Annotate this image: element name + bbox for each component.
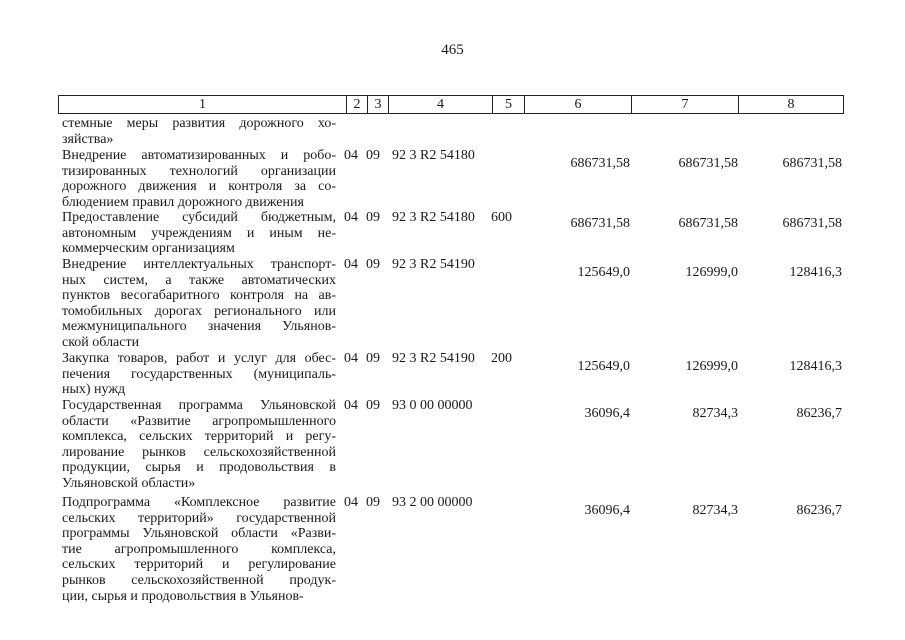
section-code: 04 — [344, 210, 358, 225]
target-article-code: 92 3 R2 54180 — [392, 148, 475, 163]
amount-col-6: 686731,58 — [570, 156, 630, 171]
row-description — [62, 398, 336, 492]
target-article-code: 93 0 00 00000 — [392, 398, 473, 413]
description-line: области «Развитие агропромышленного — [62, 413, 336, 429]
amount-col-7: 686731,58 — [678, 216, 738, 231]
page-number: 465 — [441, 42, 464, 58]
expense-type-code: 200 — [491, 351, 512, 366]
description-line: Предоставление субсидий бюджетным, — [62, 210, 336, 225]
description-line: продукции, сырья и продовольствия в — [62, 460, 336, 476]
section-code: 04 — [344, 495, 358, 510]
target-article-code: 92 3 R2 54190 — [392, 257, 475, 272]
section-code: 04 — [344, 257, 358, 272]
amount-col-8: 86236,7 — [796, 503, 842, 518]
description-line: дорожного движения и контроля за со- — [62, 179, 336, 195]
amount-col-8: 128416,3 — [789, 359, 842, 374]
amount-col-7: 126999,0 — [685, 265, 738, 280]
description-line: Ульяновской области» — [62, 475, 196, 491]
description-line: ных) нужд — [62, 382, 126, 398]
target-article-code: 92 3 R2 54180 — [392, 210, 475, 225]
description-line: рынков сельскохозяйственной продук- — [62, 572, 336, 588]
subsection-code: 09 — [366, 351, 380, 366]
description-line: коммерческим организациям — [62, 241, 235, 257]
row-description — [62, 495, 336, 604]
amount-col-7: 126999,0 — [685, 359, 738, 374]
header-col-3: 3 — [367, 96, 388, 113]
target-article-code: 93 2 00 00000 — [392, 495, 473, 510]
description-line: сельских территорий и регулирование — [62, 557, 336, 573]
amount-col-6: 36096,4 — [584, 406, 630, 421]
amount-col-8: 128416,3 — [789, 265, 842, 280]
subsection-code: 09 — [366, 257, 380, 272]
amount-col-8: 686731,58 — [782, 216, 842, 231]
amount-col-7: 82734,3 — [692, 503, 738, 518]
amount-col-6: 125649,0 — [577, 359, 630, 374]
amount-col-6: 686731,58 — [570, 216, 630, 231]
description-line: программы Ульяновской области «Разви- — [62, 526, 336, 542]
amount-col-6: 125649,0 — [577, 265, 630, 280]
header-col-4: 4 — [388, 96, 492, 113]
amount-col-7: 82734,3 — [692, 406, 738, 421]
row-description — [62, 257, 336, 351]
description-line: Внедрение автоматизированных и робо- — [62, 148, 336, 163]
amount-col-8: 686731,58 — [782, 156, 842, 171]
expense-type-code: 600 — [491, 210, 512, 225]
description-line: ных систем, а также автоматических — [62, 272, 336, 288]
subsection-code: 09 — [366, 398, 380, 413]
description-line: межмуниципального значения Ульянов- — [62, 319, 336, 335]
subsection-code: 09 — [366, 210, 380, 225]
description-line: комплекса, сельских территорий и регу- — [62, 429, 336, 445]
description-line: Внедрение интеллектуальных транспорт- — [62, 257, 336, 272]
section-code: 04 — [344, 398, 358, 413]
subsection-code: 09 — [366, 148, 380, 163]
description-line: блюдением правил дорожного движения — [62, 194, 304, 210]
section-code: 04 — [344, 351, 358, 366]
row-description — [62, 116, 336, 147]
description-line: Подпрограмма «Комплексное развитие — [62, 495, 336, 510]
description-line: стемные меры развития дорожного хо- — [62, 116, 336, 131]
amount-col-7: 686731,58 — [678, 156, 738, 171]
description-line: Государственная программа Ульяновской — [62, 398, 336, 413]
description-line: сельских территорий» государственной — [62, 510, 336, 526]
row-description — [62, 351, 336, 398]
table-header-row — [58, 95, 844, 114]
description-line: тизированных технологий организации — [62, 163, 336, 179]
section-code: 04 — [344, 148, 358, 163]
header-col-5: 5 — [492, 96, 524, 113]
description-line: лирование рынков сельскохозяйственной — [62, 444, 336, 460]
description-line: ской области — [62, 334, 140, 350]
subsection-code: 09 — [366, 495, 380, 510]
description-line: пунктов весогабаритного контроля на ав- — [62, 288, 336, 304]
header-col-2: 2 — [346, 96, 367, 113]
header-col-7: 7 — [631, 96, 738, 113]
target-article-code: 92 3 R2 54190 — [392, 351, 475, 366]
description-line: автономным учреждениям и иным не- — [62, 225, 336, 241]
description-line: зяйства» — [62, 131, 114, 147]
header-col-8: 8 — [738, 96, 843, 113]
description-line: томобильных дорогах регионального или — [62, 303, 336, 319]
description-line: тие агропромышленного комплекса, — [62, 541, 336, 557]
header-col-1: 1 — [199, 97, 206, 112]
description-line: ции, сырья и продовольствия в Ульянов- — [62, 588, 304, 604]
description-line: Закупка товаров, работ и услуг для обес- — [62, 351, 336, 366]
row-description — [62, 148, 336, 210]
description-line: печения государственных (муниципаль- — [62, 366, 336, 382]
amount-col-6: 36096,4 — [584, 503, 630, 518]
row-description — [62, 210, 336, 257]
amount-col-8: 86236,7 — [796, 406, 842, 421]
header-col-6: 6 — [524, 96, 631, 113]
